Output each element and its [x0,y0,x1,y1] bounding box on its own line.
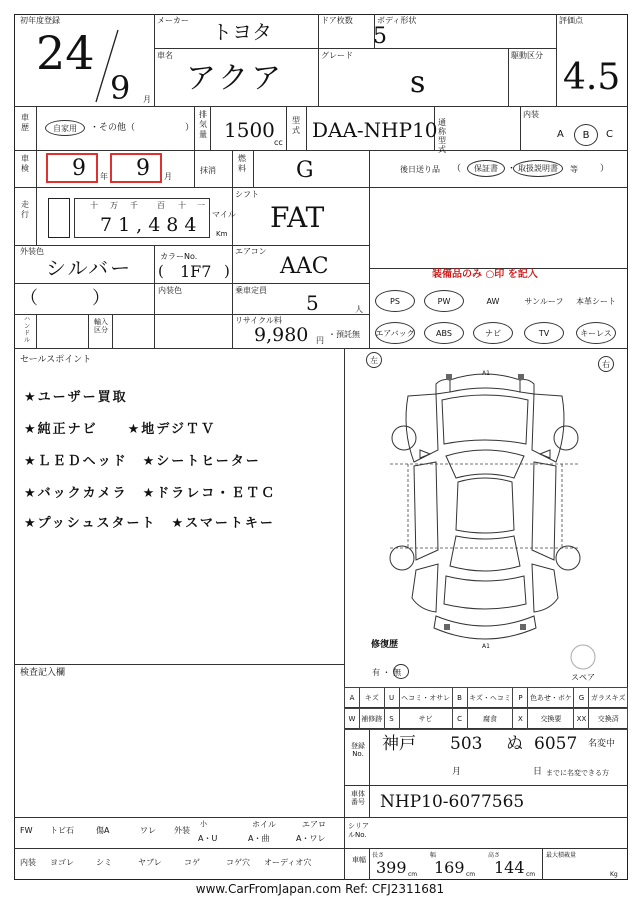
aero-opts: A・ワレ [296,834,326,843]
cancel-label: 抹消 [200,166,216,175]
handle-label: ハンドル [23,316,30,344]
exterior-opts: A・U [198,834,218,843]
equipment-3: AW [486,296,500,306]
shift-value: FAT [270,201,325,234]
ac-label: エアコン [235,247,267,256]
import-label: 輸入区分 [94,318,108,334]
displacement-unit: cc [274,138,283,147]
color-no-close: ) [224,262,230,280]
left-side-marker: 左 [366,352,382,368]
legend-cell: 交換済 [589,709,628,730]
ware-label: ワレ [140,826,156,835]
shift-label: シフト [235,190,259,199]
equipment-5: 本革シート [576,296,616,306]
interior-grade-a: A [557,129,564,140]
mileage-value: 71,484 [100,214,203,236]
equipment-2: PW [424,290,464,312]
fuel-label: 燃料 [238,154,246,173]
interior-grade-c: C [606,129,613,140]
mileage-label: 走行 [21,200,29,219]
max-load-unit: Kg [610,871,618,878]
grade-value: s [410,65,426,100]
capacity-unit: 人 [355,305,363,314]
sales-line-4: ★バックカメラ ★ドラレコ・ＥＴＣ [24,486,277,501]
exterior-label: 外装 [174,826,190,835]
yogore-label: ヨゴレ [50,858,74,867]
width-label: 幅 [430,852,437,859]
equipment-4: サンルーフ [524,296,564,306]
koge-hole-label: コゲ穴 [226,858,250,867]
tobi-label: トビ石 [50,826,74,835]
serial-label: シリアルNo. [348,822,369,839]
registration-place: 神戸 [382,734,416,754]
legend-cell: G [574,688,589,709]
registration-label: 登録No. [351,742,365,758]
maker-label: メーカー [157,16,189,25]
displacement-label: 排気量 [199,110,207,139]
koge-label: コゲ [184,858,200,867]
equipment-title: 装備品のみ ○印 を記入 [432,269,538,280]
registration-number: 6057 [534,734,578,754]
mileage-unit-ichi: 一 [197,201,205,210]
equipment-1: PS [375,290,415,312]
wheel-opts: A・曲 [248,834,270,843]
notify-type-label: 通称型式 [438,118,446,154]
dims-label: 車幅 [352,856,366,864]
color-no-value: 1F7 [180,262,212,281]
legend-cell: X [513,709,528,730]
history-close: ） [185,123,195,133]
doors-value: 5 [373,24,387,49]
legend-cell: 腐食 [467,709,513,730]
legend-cell: C [452,709,467,730]
docs-open: （ [452,164,462,174]
sales-line-1: ★ユーザー買取 [24,390,128,405]
length-unit: cm [408,871,418,878]
height-value: 144 [494,858,525,877]
interior-label: 内装 [523,110,539,119]
mileage-unit-man: 万 [110,201,118,210]
car-body-diagram [380,370,590,648]
model-value: アクア [186,61,285,96]
footer-reference: www.CarFromJapan.com Ref: CFJ2311681 [195,882,445,896]
legend-cell: キズ・ヘコミ [467,688,513,709]
height-unit: cm [526,871,536,878]
deposit-label: ・預託無 [328,330,360,339]
right-side-marker: 右 [598,356,614,372]
interior-paren: （ ） [20,288,110,309]
mileage-km-unit: Km [216,230,228,238]
exterior-color-value: シルバー [46,256,133,280]
legend-cell: キズ [360,688,385,709]
mileage-unit-ju: 十 [178,201,186,210]
drive-label: 駆動区分 [511,51,543,60]
sales-line-2: ★純正ナビ ★地デジＴＶ [24,422,217,437]
registration-day-unit: 日 [533,767,543,777]
inspection-label: 車検 [21,154,29,173]
a1-bottom-label: A1 [482,643,490,650]
ac-value: AAC [280,254,329,279]
chassis-number: NHP10-6077565 [380,792,525,812]
sales-title: セールスポイント [20,355,92,365]
legend-cell: ガラスキズ [589,688,628,709]
mileage-mile-unit: マイル [212,210,236,219]
damage-legend [344,687,628,730]
registration-deadline: までに名変できる方 [546,769,609,777]
wheel-label: ホイル [252,820,276,829]
legend-cell: XX [574,709,589,730]
inspection-month: 9 [136,156,150,181]
yabure-label: ヤブレ [138,858,162,867]
equipment-10: キーレス [576,322,616,344]
body-type-label: ボディ形状 [377,16,417,25]
hibi-label: 傷A [96,826,110,835]
aero-label: エアロ [302,820,326,829]
legend-cell: A [345,688,360,709]
length-label: 長さ [372,852,385,859]
legend-cell: P [513,688,528,709]
displacement-value: 1500 [224,118,275,142]
a1-top-label: A1 [482,370,490,377]
month-unit: 月 [143,95,151,104]
repair-none-circle [393,664,409,679]
legend-cell: 補修跡 [360,709,385,730]
legend-cell: U [384,688,399,709]
interior-condition-label: 内装 [20,858,36,867]
legend-cell: W [345,709,360,730]
equipment-8: ナビ [473,322,513,344]
first-registration-month: 9 [110,69,131,107]
spare-label: スペア [571,673,595,682]
length-value: 399 [376,858,407,877]
score-label: 評価点 [559,16,583,25]
legend-cell: B [452,688,467,709]
shimi-label: シミ [96,858,112,867]
doors-label: ドア枚数 [321,16,353,25]
chassis-label: 車体番号 [351,790,365,806]
legend-cell: ヘコミ・オサレ [399,688,452,709]
exterior-color-label: 外装色 [20,247,44,256]
legend-cell: サビ [399,709,452,730]
equipment-6: エアバッグ [375,322,415,344]
legend-cell: S [384,709,399,730]
small-label: 小 [200,820,207,828]
history-private-option: 自家用 [45,120,85,136]
color-no-open: ( [158,262,164,280]
first-registration-year: 24 [36,26,95,80]
docs-suffix: 等 [570,165,578,174]
docs-dot: ・ [507,164,517,174]
fw-label: FW [20,826,33,835]
repair-history-options: 有 ・ 無 [372,668,402,677]
registration-month-unit: 月 [452,767,462,777]
name-change-label: 名変中 [588,739,616,749]
spare-tire-icon [568,642,598,672]
inspection-month-unit: 月 [164,172,172,181]
registration-kana: ぬ [506,734,523,754]
type-value: DAA-NHP10 [312,118,438,142]
height-label: 高さ [488,852,501,859]
history-label: 車歴 [21,113,29,132]
sales-line-3: ★ＬＥＤヘッド ★シートヒーター [24,454,261,469]
capacity-value: 5 [306,291,319,315]
docs-close: ） [600,164,610,174]
score-value: 4.5 [563,57,621,98]
type-label: 型式 [292,116,300,135]
repair-history-label: 修復歴 [371,640,399,650]
fuel-value: G [296,158,314,183]
registration-class: 503 [450,734,483,754]
history-other-option: ・その他（ [90,123,136,133]
mileage-unit-hyaku: 百 [157,201,165,210]
docs-warranty: 保証書 [467,160,505,177]
inspection-notes-label: 検査記入欄 [20,668,66,678]
color-no-label: カラーNo. [160,252,198,261]
width-unit: cm [466,871,476,878]
sales-line-5: ★プッシュスタート ★スマートキー [24,516,275,531]
grade-label: グレード [321,51,353,60]
interior-grade-b: B [574,124,598,146]
width-value: 169 [434,858,465,877]
max-load-label: 最大積載量 [546,852,577,859]
inspection-year: 9 [72,156,86,181]
mileage-unit-sen: 千 [130,201,138,210]
model-label: 車名 [157,51,173,60]
recycle-value: 9,980 [254,324,309,346]
legend-cell: 交換要 [528,709,574,730]
first-registration-label: 初年度登録 [20,16,60,25]
maker-value: トヨタ [212,20,272,44]
interior-color-label: 内装色 [158,286,182,295]
equipment-9: TV [524,322,564,344]
docs-manual: 取扱説明書 [513,160,563,177]
mileage-unit-ten: 十 [90,201,98,210]
capacity-label: 乗車定員 [235,286,267,295]
mileage-prefix-box [48,198,70,238]
equipment-7: ABS [424,322,464,344]
recycle-unit: 円 [316,336,324,345]
legend-cell: 色あせ・ボケ [528,688,574,709]
docs-label: 後日送り品 [400,165,440,174]
inspection-year-unit: 年 [100,172,108,181]
audio-hole-label: オーディオ穴 [264,858,312,867]
recycle-label: リサイクル料 [235,316,282,325]
